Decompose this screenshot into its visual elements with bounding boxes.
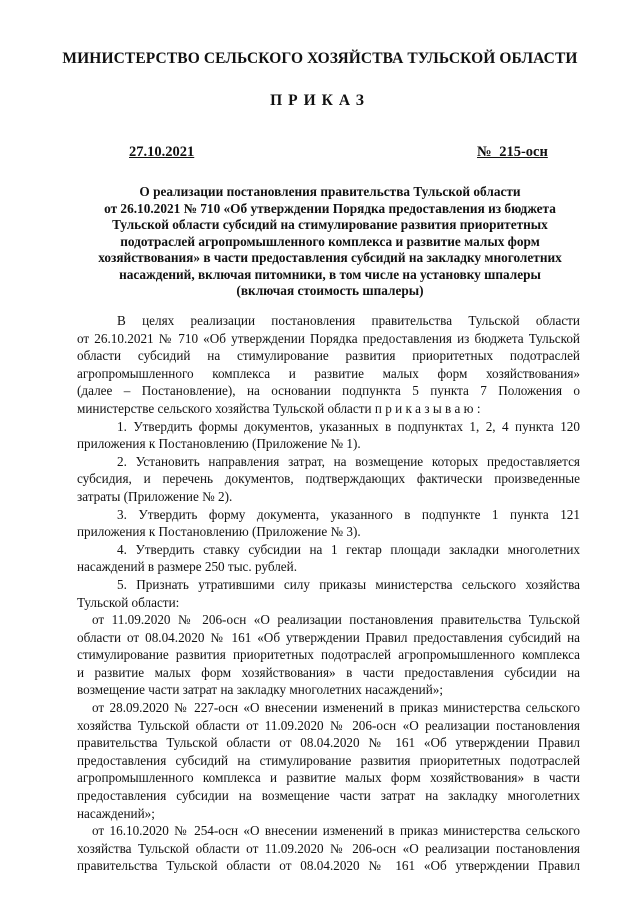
body-line: приложения к Постановлению (Приложение № 3). — [77, 524, 361, 540]
subject-line: хозяйствования» в части предоставления субсидий на закладку многолетних — [98, 250, 562, 265]
order-number: № 215-осн — [477, 144, 548, 160]
body-line: приложения к Постановлению (Приложение № 1). — [77, 436, 361, 452]
body-line: правительства Тульской области от 08.04.2020 № 161 «Об утверждении Правил — [77, 858, 580, 874]
order-subject — [80, 184, 580, 300]
body-line: 4. Утвердить ставку субсидии на 1 гектар площади закладки многолетних — [117, 541, 580, 557]
subject-line: насаждений, включая питомники, в том числе на установку шпалеры — [119, 266, 541, 282]
subject-line: Тульской области субсидий на стимулирование развития приоритетных — [112, 217, 548, 232]
body-line: правительства Тульской области от 08.04.2020 № 161 «Об утверждении Правил — [77, 735, 580, 751]
body-line: 3. Утвердить форму документа, указанного в подпункте 1 пункта 121 — [117, 506, 580, 522]
body-line: субсидия, и перечень документов, подтверждающих фактически произведенные — [77, 471, 580, 487]
ministry-heading: МИНИСТЕРСТВО СЕЛЬСКОГО ХОЗЯЙСТВА ТУЛЬСКОЙ ОБЛАСТИ — [62, 50, 578, 67]
body-line: затраты (Приложение № 2). — [77, 488, 233, 504]
body-line: и развитие малых форм хозяйствования» в части предоставления субсидии на — [77, 664, 580, 680]
order-body — [77, 312, 580, 875]
body-line: возмещение части затрат на закладку многолетних насаждений»; — [77, 682, 444, 698]
body-line: стимулирование развития приоритетных подотраслей агропромышленного комплекса — [77, 647, 580, 663]
body-line: 5. Признать утратившими силу приказы министерства сельского хозяйства — [117, 576, 580, 592]
body-line: предоставления субсидии на возмещение части затрат на закладку многолетних — [77, 788, 580, 804]
body-line: области субсидий на стимулирование развития приоритетных подотраслей — [77, 348, 580, 364]
body-line — [77, 400, 580, 418]
body-line: насаждений»; — [77, 805, 155, 821]
body-line: предоставления субсидий на стимулирование развития приоритетных подотраслей — [77, 752, 580, 768]
body-line: 1. Утвердить формы документов, указанных в подпунктах 1, 2, 4 пункта 120 — [117, 418, 580, 434]
body-line: области от 08.04.2020 № 161 «Об утверждении Правил предоставления субсидий на — [77, 629, 580, 645]
body-line: от 28.09.2020 № 227-осн «О внесении изменений в приказ министерства сельского — [92, 700, 580, 716]
body-line: от 26.10.2021 № 710 «Об утверждении Порядка предоставления из бюджета Тульской — [77, 330, 580, 346]
body-line: агропромышленного комплекса и развитие малых форм хозяйствования» в части — [77, 770, 580, 786]
body-line: агропромышленного комплекса и развитие малых форм хозяйствования» — [77, 365, 580, 381]
subject-line: О реализации постановления правительства Тульской области — [139, 184, 521, 199]
subject-line: от 26.10.2021 № 710 «Об утверждении Порядка предоставления из бюджета — [104, 200, 556, 216]
body-line: хозяйства Тульской области от 11.09.2020 № 206-осн «О реализации постановления — [77, 717, 580, 733]
document-type-heading: ПРИКАЗ — [270, 92, 370, 109]
body-line: хозяйства Тульской области от 11.09.2020 № 206-осн «О реализации постановления — [77, 840, 580, 856]
body-line: (далее – Постановление), на основании подпункта 5 пункта 7 Положения о — [77, 383, 580, 399]
body-line: В целях реализации постановления правительства Тульской области — [117, 313, 580, 328]
subject-line: (включая стоимость шпалеры) — [236, 283, 424, 298]
body-line: от 16.10.2020 № 254-осн «О внесении изменений в приказ министерства сельского — [92, 823, 580, 839]
subject-line: подотраслей агропромышленного комплекса и развитие малых форм — [120, 233, 540, 249]
body-line: Тульской области: — [77, 594, 180, 610]
body-text: министерстве сельского хозяйства Тульской области — [77, 400, 372, 416]
decree-word: п р и к а з ы в а ю : — [374, 400, 481, 416]
order-date: 27.10.2021 — [129, 144, 195, 160]
body-line: насаждений в размере 250 тыс. рублей. — [77, 559, 298, 575]
body-line: 2. Установить направления затрат, на возмещение которых предоставляется — [117, 453, 580, 469]
body-line: от 11.09.2020 № 206-осн «О реализации постановления правительства Тульской — [92, 612, 580, 628]
